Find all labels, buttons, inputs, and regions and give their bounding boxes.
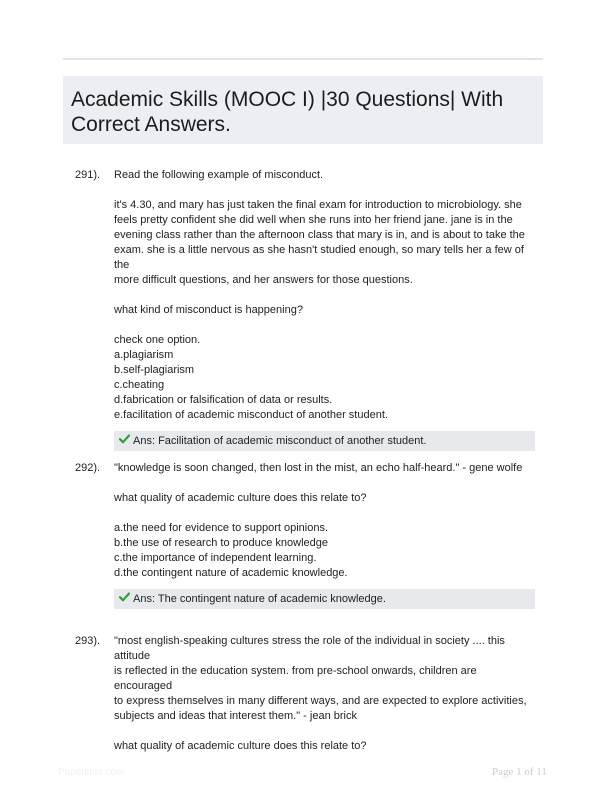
answer-text: Ans: The contingent nature of academic knowledge. xyxy=(133,593,386,605)
option-item: d.the contingent nature of academic knowledge. xyxy=(114,567,348,579)
options-list xyxy=(114,521,535,581)
question-body xyxy=(114,461,535,609)
answer-text: Ans: Facilitation of academic misconduct of another student. xyxy=(133,435,427,447)
check-icon xyxy=(119,434,133,448)
document-title-line-1: Academic Skills (MOOC I) |30 Questions| With xyxy=(71,88,504,111)
answer-box xyxy=(114,431,535,451)
option-item: a.the need for evidence to support opinions. xyxy=(114,522,329,534)
option-item: b.the use of research to produce knowledge xyxy=(114,537,329,549)
question-quote xyxy=(114,634,535,724)
question-body xyxy=(114,168,535,451)
scenario-line: it's 4.30, and mary has just taken the final exam for introduction to microbiology. she xyxy=(114,199,522,211)
title-banner xyxy=(63,76,543,144)
instruction-text: check one option. xyxy=(114,334,201,346)
document-title-line-2: Correct Answers. xyxy=(71,113,231,136)
scenario-paragraph xyxy=(114,198,535,288)
question-intro: Read the following example of misconduct. xyxy=(114,169,324,181)
check-icon xyxy=(119,592,133,606)
option-item: c.the importance of independent learning. xyxy=(114,552,317,564)
quote-line: "most english-speaking cultures stress the role of the individual in society .... this attitude xyxy=(114,635,505,662)
page-indicator: Page 1 of 11 xyxy=(492,766,547,778)
question-body xyxy=(114,634,535,769)
options-list xyxy=(114,333,535,423)
option-item: e.facilitation of academic misconduct of another student. xyxy=(114,409,388,421)
scenario-line: feels pretty confident she did well when she runs into her friend jane. jane is in the xyxy=(114,214,513,226)
question-prompt: what quality of academic culture does this relate to? xyxy=(114,740,367,752)
answer-box xyxy=(114,589,535,609)
quote-line: to express themselves in many different ways, and are expected to explore activities, xyxy=(114,695,527,707)
scenario-line: more difficult questions, and her answers for those questions. xyxy=(114,274,413,286)
question-quote: "knowledge is soon changed, then lost in the mist, an echo half-heard." - gene wolfe xyxy=(114,462,523,474)
question-number: 292). xyxy=(75,462,101,474)
quote-line: subjects and ideas that interest them." - jean brick xyxy=(114,710,357,722)
question-prompt: what quality of academic culture does this relate to? xyxy=(114,492,367,504)
question-prompt: what kind of misconduct is happening? xyxy=(114,304,303,316)
scenario-line: evening class rather than the afternoon class that mary is in, and is about to take the xyxy=(114,229,525,241)
question-number: 291). xyxy=(75,169,101,181)
question-number: 293). xyxy=(75,635,101,647)
option-item: d.fabrication or falsification of data or results. xyxy=(114,394,333,406)
option-item: b.self-plagiarism xyxy=(114,364,195,376)
option-item: c.cheating xyxy=(114,379,165,391)
option-item: a.plagiarism xyxy=(114,349,174,361)
quote-line: is reflected in the education system. from pre-school onwards, children are encouraged xyxy=(114,665,477,692)
scenario-line: exam. she is a little nervous as she hasn't studied enough, so mary tells her a few of the xyxy=(114,244,524,271)
top-divider xyxy=(63,58,543,60)
document-title xyxy=(71,87,533,137)
footer-watermark: Paperlibio.com xyxy=(58,767,125,778)
